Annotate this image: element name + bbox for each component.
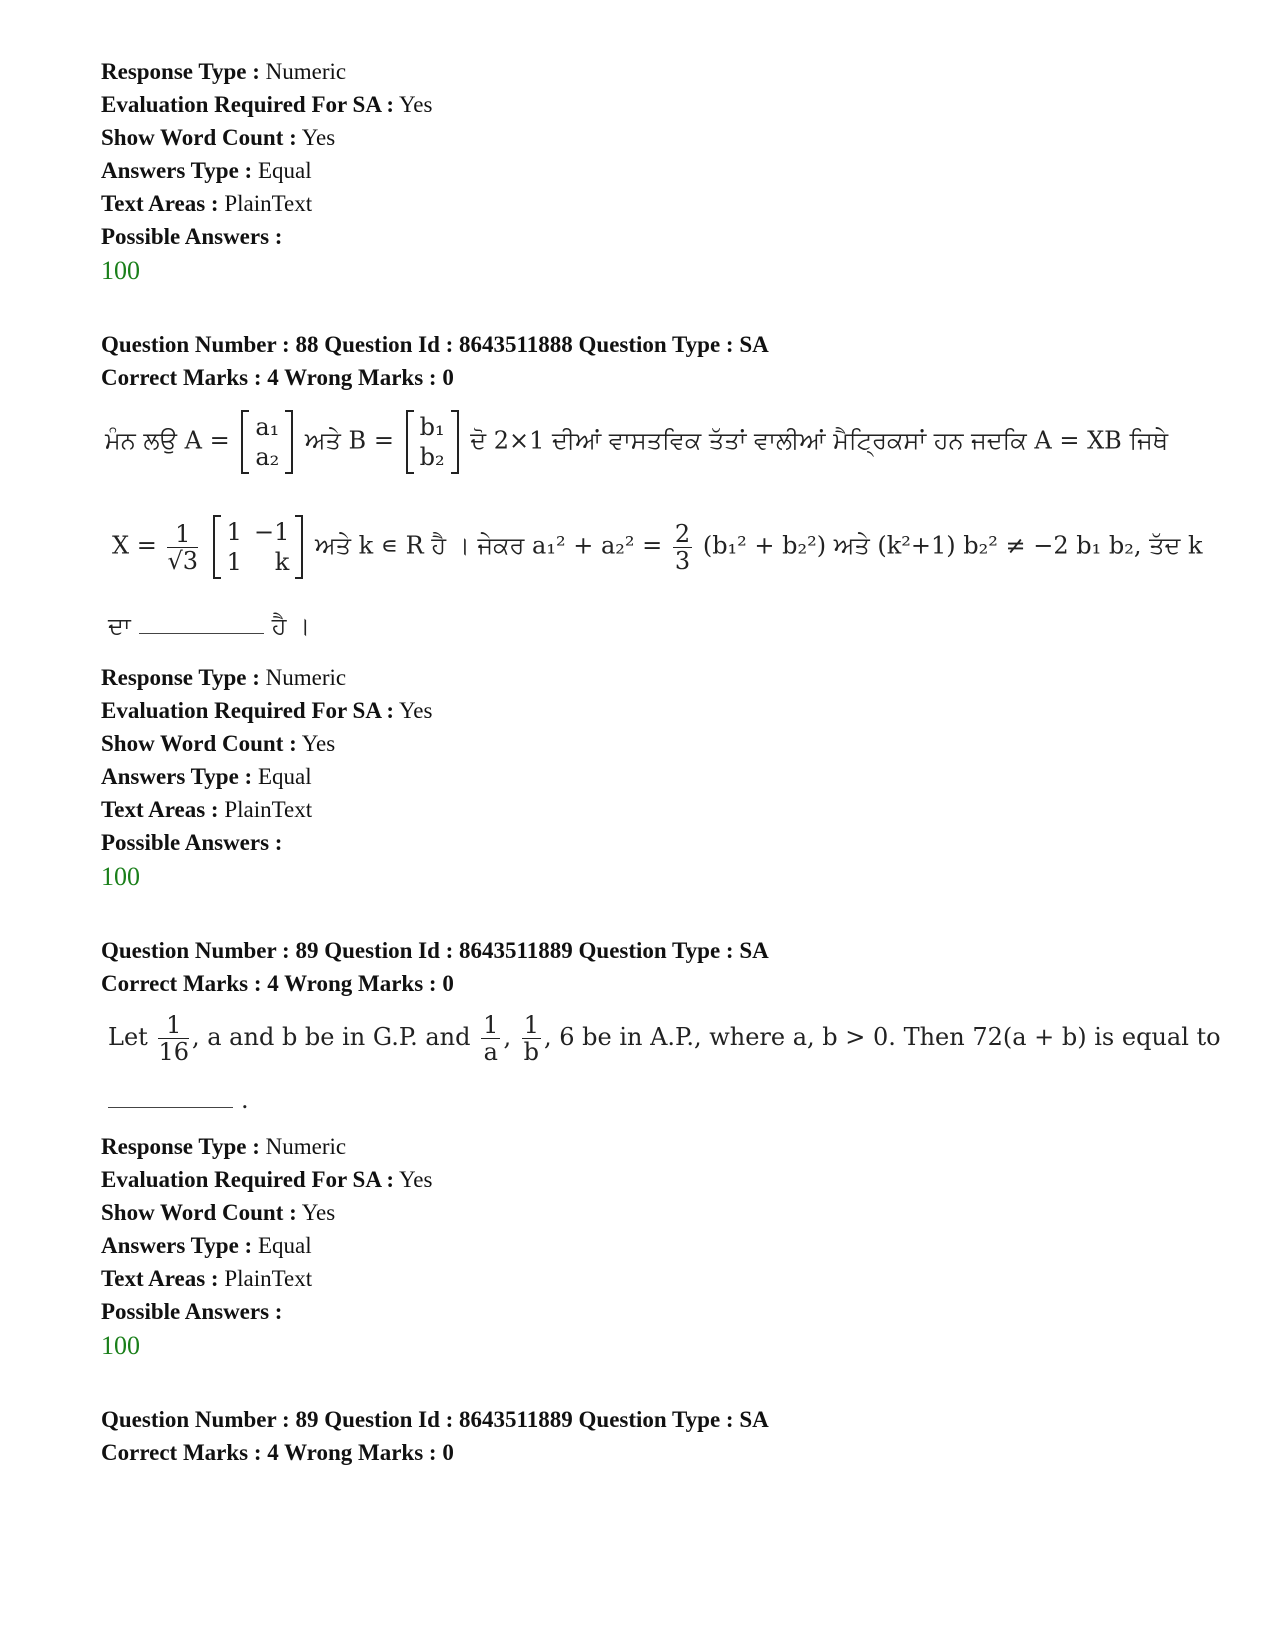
fraction-denominator: 3 [674,546,691,575]
q88-text-1: ਮੰਨ ਲਉ A = [105,426,230,455]
text-areas-row [101,187,432,220]
question-89-line-1: Let $\frac{1}{16}$ , a and b be in G.P. and $\frac{1}{a}$ , $\frac{1}{b}$ , 6 be in A.P., where a, b > 0. Then 72(a + b) is equal to [108,1011,1221,1066]
question-89b-header [101,1403,769,1469]
fraction-two-thirds [673,521,692,574]
q88-text-6: (b₁² + b₂²) ਅਤੇ (k²+1) b₂² ≠ −2 b₁ b₂, ਤੱਦ k [702,531,1203,560]
question-header: Question Number : 88 Question Id : 8643511888 Question Type : SA [101,332,769,357]
word-count-value: Yes [301,1200,336,1225]
text-areas-value: PlainText [224,797,313,822]
q89-text-4: . [241,1086,249,1114]
fraction-numerator: 1 [167,521,198,548]
evaluation-label: Evaluation Required For SA : [101,1167,395,1192]
question-marks: Correct Marks : 4 Wrong Marks : 0 [101,365,454,390]
matrix-x [213,515,304,579]
response-type-row [101,1130,432,1163]
word-count-label: Show Word Count : [101,731,297,756]
question-meta-block-89 [101,1130,432,1364]
word-count-value: Yes [301,125,336,150]
fraction-denominator: 16 [158,1038,189,1066]
answers-type-label: Answers Type : [101,1233,253,1258]
response-type-row [101,55,432,88]
word-count-row [101,727,432,760]
evaluation-label: Evaluation Required For SA : [101,92,395,117]
evaluation-value: Yes [399,92,433,117]
possible-answers-label: Possible Answers : [101,224,283,249]
text-areas-value: PlainText [224,1266,313,1291]
question-88-line-2 [112,515,1203,579]
response-type-label: Response Type : [101,1134,260,1159]
matrix-b-cell: b₁ [419,413,445,441]
text-areas-value: PlainText [224,191,313,216]
text-areas-label: Text Areas : [101,191,219,216]
response-type-label: Response Type : [101,665,260,690]
matrix-x-cell: k [274,548,290,576]
text-areas-row [101,1262,432,1295]
answer-blank [108,1107,233,1108]
word-count-label: Show Word Count : [101,125,297,150]
fraction-one-over-b [522,1012,541,1065]
evaluation-value: Yes [399,1167,433,1192]
matrix-b [406,410,459,474]
evaluation-label: Evaluation Required For SA : [101,698,395,723]
fraction-denominator: b [523,1038,540,1066]
question-marks: Correct Marks : 4 Wrong Marks : 0 [101,1440,454,1465]
question-marks: Correct Marks : 4 Wrong Marks : 0 [101,971,454,996]
possible-answers-row [101,220,432,253]
possible-answers-row [101,1295,432,1328]
question-88-line-3 [108,612,310,640]
evaluation-value: Yes [399,698,433,723]
question-88-line-1 [105,410,1168,474]
answers-type-row [101,760,432,793]
fraction-one-over-a [481,1012,500,1065]
matrix-x-cell: −1 [253,518,290,546]
answer-blank [139,633,264,634]
response-type-value: Numeric [265,665,347,690]
fraction-one-over-root-three [167,521,198,574]
answers-type-label: Answers Type : [101,158,253,183]
answers-type-value: Equal [257,1233,312,1258]
matrix-a [241,410,293,474]
word-count-value: Yes [301,731,336,756]
possible-answers-label: Possible Answers : [101,1299,283,1324]
q88-text-5: ਅਤੇ k ∊ R ਹੈ । ਜੇਕਰ a₁² + a₂² = [314,531,663,560]
answers-type-value: Equal [257,158,312,183]
word-count-row [101,121,432,154]
q89-text-3: , 6 be in A.P., where a, b > 0. Then 72(a + b) is equal to [543,1023,1221,1051]
matrix-a-cell: a₂ [255,443,280,471]
q88-text-4: X = [112,531,157,560]
fraction-numerator: 1 [523,1011,539,1039]
q88-text-3: ਦੋ 2×1 ਦੀਆਂ ਵਾਸਤਵਿਕ ਤੱਤਾਂ ਵਾਲੀਆਂ ਮੈਟ੍ਰਿਕਸਾਂ ਹਨ ਜਦਕਿ A = XB ਜਿਥੇ [470,426,1169,455]
text-areas-row [101,793,432,826]
q88-text-7: ਦਾ [108,612,131,640]
answers-type-value: Equal [257,764,312,789]
fraction-denominator: a [483,1038,498,1066]
response-type-label: Response Type : [101,59,260,84]
q88-text-8: ਹੈ । [271,612,311,640]
matrix-x-cell: 1 [226,518,242,546]
question-header: Question Number : 89 Question Id : 8643511889 Question Type : SA [101,938,769,963]
possible-answers-label: Possible Answers : [101,830,283,855]
fraction-denominator: √3 [167,546,199,575]
fraction-one-sixteenth [158,1012,189,1065]
text-areas-label: Text Areas : [101,1266,219,1291]
answers-type-row [101,154,432,187]
possible-answers-row [101,826,432,859]
word-count-row [101,1196,432,1229]
fraction-numerator: 2 [674,519,691,548]
possible-answer-value: 100 [101,862,140,891]
fraction-numerator: 1 [158,1012,189,1039]
question-header: Question Number : 89 Question Id : 8643511889 Question Type : SA [101,1407,769,1432]
q89-text-2: , a and b be in G.P. and [191,1023,471,1051]
question-88-header [101,328,769,394]
question-89-line-2 [100,1086,249,1114]
text-areas-label: Text Areas : [101,797,219,822]
evaluation-row [101,88,432,121]
answers-type-label: Answers Type : [101,764,253,789]
possible-answer-value: 100 [101,1331,140,1360]
fraction-numerator: 1 [483,1011,499,1039]
evaluation-row [101,1163,432,1196]
answers-type-row [101,1229,432,1262]
possible-answer-value: 100 [101,256,140,285]
matrix-x-cell: 1 [226,548,242,576]
matrix-a-cell: a₁ [255,413,280,441]
response-type-row [101,661,432,694]
q88-text-2: ਅਤੇ B = [304,426,394,455]
matrix-b-cell: b₂ [419,443,445,471]
response-type-value: Numeric [265,59,347,84]
word-count-label: Show Word Count : [101,1200,297,1225]
question-89-header [101,934,769,1000]
question-meta-block-1 [101,55,432,289]
q89-text-1: Let [108,1023,148,1051]
question-meta-block-88 [101,661,432,895]
evaluation-row [101,694,432,727]
response-type-value: Numeric [265,1134,347,1159]
